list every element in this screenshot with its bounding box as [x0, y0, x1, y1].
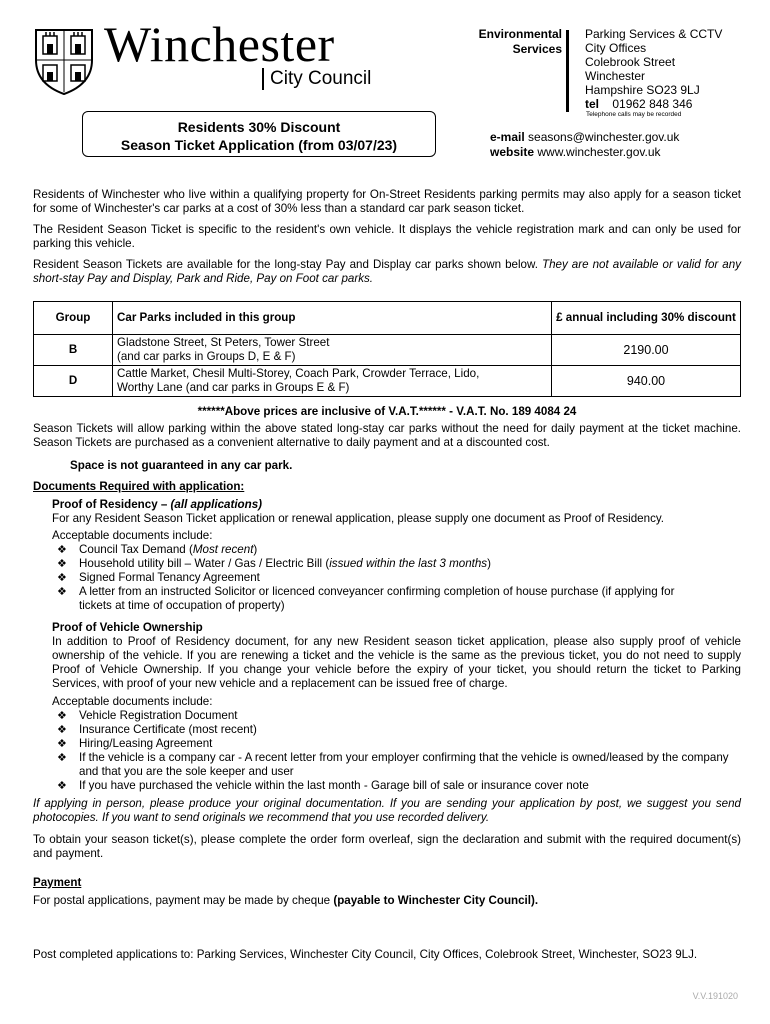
- department-line: Environmental: [478, 27, 562, 41]
- list-item-suffix: ): [253, 543, 258, 556]
- list-item-italic: issued within the last 3 months: [329, 557, 488, 570]
- list-item: [55, 779, 735, 793]
- address-line: Winchester: [585, 69, 646, 83]
- email-label: e-mail: [490, 130, 525, 144]
- list-item: [55, 723, 735, 737]
- intro-p3-text: Resident Season Tickets are available for the long-stay Pay and Display car parks shown below.: [33, 258, 538, 271]
- car-parks-cell: [113, 335, 552, 366]
- documents-heading: Documents Required with application:: [33, 480, 245, 493]
- post-address-note: Post completed applications to: Parking Services, Winchester City Council, City Offices, Colebrook Street, Winchester, SO23 9LJ.: [33, 948, 698, 961]
- vehicle-ownership-intro: In addition to Proof of Residency document, for any new Resident season ticket application, please also supply proof of vehicle ownership of the vehicle. If you are renewing a ticket and the vehicle is the same as the previous ticket, you do not need to supply Proof of Vehicle Ownership. If you change your vehicle before the expiry of your ticket, you should return the ticket to Parking Services, with proof of your new vehicle and a replacement can be issued free of charge.: [52, 635, 741, 690]
- residency-heading-italic: (all applications): [170, 498, 263, 511]
- payment-text: [33, 894, 741, 908]
- list-item: [55, 585, 705, 613]
- website-link[interactable]: www.winchester.gov.uk: [537, 145, 661, 159]
- department-name: [462, 27, 562, 57]
- tel-label: tel: [585, 97, 600, 111]
- logo-subtitle: City Council: [262, 68, 371, 90]
- table-row: [34, 335, 741, 366]
- list-item-text: If you have purchased the vehicle within the last month - Garage bill of sale or insurance cover note: [79, 779, 589, 792]
- email-link[interactable]: seasons@winchester.gov.uk: [528, 130, 680, 144]
- vat-note: ******Above prices are inclusive of V.A.T.****** - V.A.T. No. 189 4084 24: [197, 405, 577, 418]
- header-divider: [566, 30, 569, 112]
- website-line: [490, 145, 679, 160]
- residency-intro: For any Resident Season Ticket application or renewal application, please supply one document as Proof of Residency.: [52, 512, 665, 525]
- price-cell: 2190.00: [552, 335, 741, 366]
- list-item: [55, 543, 705, 557]
- diamond-bullet-icon: ❖: [57, 544, 67, 556]
- residency-heading: [52, 498, 262, 512]
- intro-paragraph-2: The Resident Season Ticket is specific to the resident's own vehicle. It displays the vehicle registration mark and can only be used for parking this vehicle.: [33, 223, 741, 250]
- address-line: Colebrook Street: [585, 55, 676, 69]
- column-header-group: Group: [34, 302, 113, 335]
- website-label: website: [490, 145, 535, 159]
- title-line-2: Season Ticket Application (from 03/07/23): [120, 137, 398, 153]
- list-item-text: If the vehicle is a company car - A recent letter from your employer confirming that the vehicle is owned/leased by the company and that you are the sole keeper and user: [79, 751, 729, 778]
- payment-text-normal: For postal applications, payment may be made by cheque: [33, 894, 334, 907]
- list-item-text: Council Tax Demand (: [79, 543, 193, 556]
- diamond-bullet-icon: ❖: [57, 710, 67, 722]
- car-parks-cell: [113, 366, 552, 397]
- residency-heading-text: Proof of Residency –: [52, 498, 171, 511]
- diamond-bullet-icon: ❖: [57, 586, 67, 598]
- car-parks-line: (and car parks in Groups D, E & F): [117, 350, 296, 363]
- space-not-guaranteed-note: Space is not guaranteed in any car park.: [70, 459, 293, 472]
- vehicle-ownership-heading: Proof of Vehicle Ownership: [52, 621, 203, 634]
- list-item-text: Insurance Certificate (most recent): [79, 723, 257, 736]
- payment-text-bold: (payable to Winchester City Council).: [333, 894, 539, 907]
- diamond-bullet-icon: ❖: [57, 752, 67, 764]
- contact-block: [490, 130, 679, 160]
- telephone-line: [585, 97, 722, 111]
- list-item: [55, 709, 735, 723]
- list-item-suffix: ): [487, 557, 491, 570]
- document-title: [82, 111, 436, 157]
- in-person-note: If applying in person, please produce your original documentation. If you are sending your application by post, we suggest you send photocopies. If you want to send originals we recommend that you use recorded delivery.: [33, 797, 741, 824]
- vehicle-documents-list: [55, 709, 735, 793]
- column-header-price: £ annual including 30% discount: [552, 302, 741, 335]
- residency-documents-list: [55, 543, 705, 613]
- obtain-ticket-note: To obtain your season ticket(s), please complete the order form overleaf, sign the declaration and submit with the required document(s) and payment.: [33, 833, 741, 860]
- address-line: City Offices: [585, 41, 647, 55]
- list-item-text: Signed Formal Tenancy Agreement: [79, 571, 260, 584]
- diamond-bullet-icon: ❖: [57, 724, 67, 736]
- table-row: [34, 366, 741, 397]
- group-cell: D: [34, 366, 113, 397]
- group-cell: B: [34, 335, 113, 366]
- list-item: [55, 751, 735, 779]
- list-item-text: Vehicle Registration Document: [79, 709, 238, 722]
- price-cell: 940.00: [552, 366, 741, 397]
- list-item: [55, 571, 705, 585]
- address-line: Hampshire SO23 9LJ: [585, 83, 700, 97]
- list-item: [55, 557, 705, 571]
- address-block: [585, 27, 722, 111]
- logo-wordmark: Winchester: [104, 16, 335, 72]
- column-header-car-parks: Car Parks included in this group: [113, 302, 552, 335]
- list-item: [55, 737, 735, 751]
- diamond-bullet-icon: ❖: [57, 572, 67, 584]
- vehicle-acceptable-label: Acceptable documents include:: [52, 695, 213, 708]
- list-item-text: Household utility bill – Water / Gas / Electric Bill (: [79, 557, 330, 570]
- list-item-italic: Most recent: [192, 543, 254, 556]
- table-header-row: [34, 302, 741, 335]
- car-parks-line: Worthy Lane (and car parks in Groups E & F): [117, 381, 350, 394]
- version-code: V.V.191020: [692, 991, 738, 1001]
- intro-paragraph-3: [33, 258, 741, 286]
- diamond-bullet-icon: ❖: [57, 738, 67, 750]
- email-line: [490, 130, 679, 145]
- tel-number: 01962 848 346: [612, 97, 693, 111]
- payment-heading: Payment: [33, 876, 82, 889]
- title-line-1: Residents 30% Discount: [177, 119, 341, 135]
- car-parks-line: Cattle Market, Chesil Multi-Storey, Coach Park, Crowder Terrace, Lido,: [117, 367, 480, 380]
- diamond-bullet-icon: ❖: [57, 780, 67, 792]
- residency-acceptable-label: Acceptable documents include:: [52, 529, 213, 542]
- tel-recording-note: Telephone calls may be recorded: [586, 111, 682, 118]
- diamond-bullet-icon: ❖: [57, 558, 67, 570]
- list-item-text: Hiring/Leasing Agreement: [79, 737, 213, 750]
- address-line: Parking Services & CCTV: [585, 27, 723, 41]
- car-park-groups-table: [33, 301, 741, 397]
- list-item-text: A letter from an instructed Solicitor or licenced conveyancer confirming completion of house purchase (if applying for tickets at time of occupation of property): [79, 585, 675, 612]
- intro-paragraph-1: Residents of Winchester who live within a qualifying property for On-Street Residents parking permits may also apply for a season ticket for some of Winchester's car parks at a cost of 30% less than a standard car park season ticket.: [33, 188, 741, 215]
- department-line: Services: [512, 42, 562, 56]
- season-ticket-info: Season Tickets will allow parking within the above stated long-stay car parks without the need for daily payment at the ticket machine. Season Tickets are purchased as a convenient alternative to daily payment and at a discounted cost.: [33, 422, 741, 449]
- car-parks-line: Gladstone Street, St Peters, Tower Street: [117, 336, 330, 349]
- intro-p3-italic: They are not available or valid for any short-stay Pay and Display, Park and Ride, Pay on Foot car parks.: [33, 258, 741, 285]
- city-crest-logo: [32, 26, 96, 96]
